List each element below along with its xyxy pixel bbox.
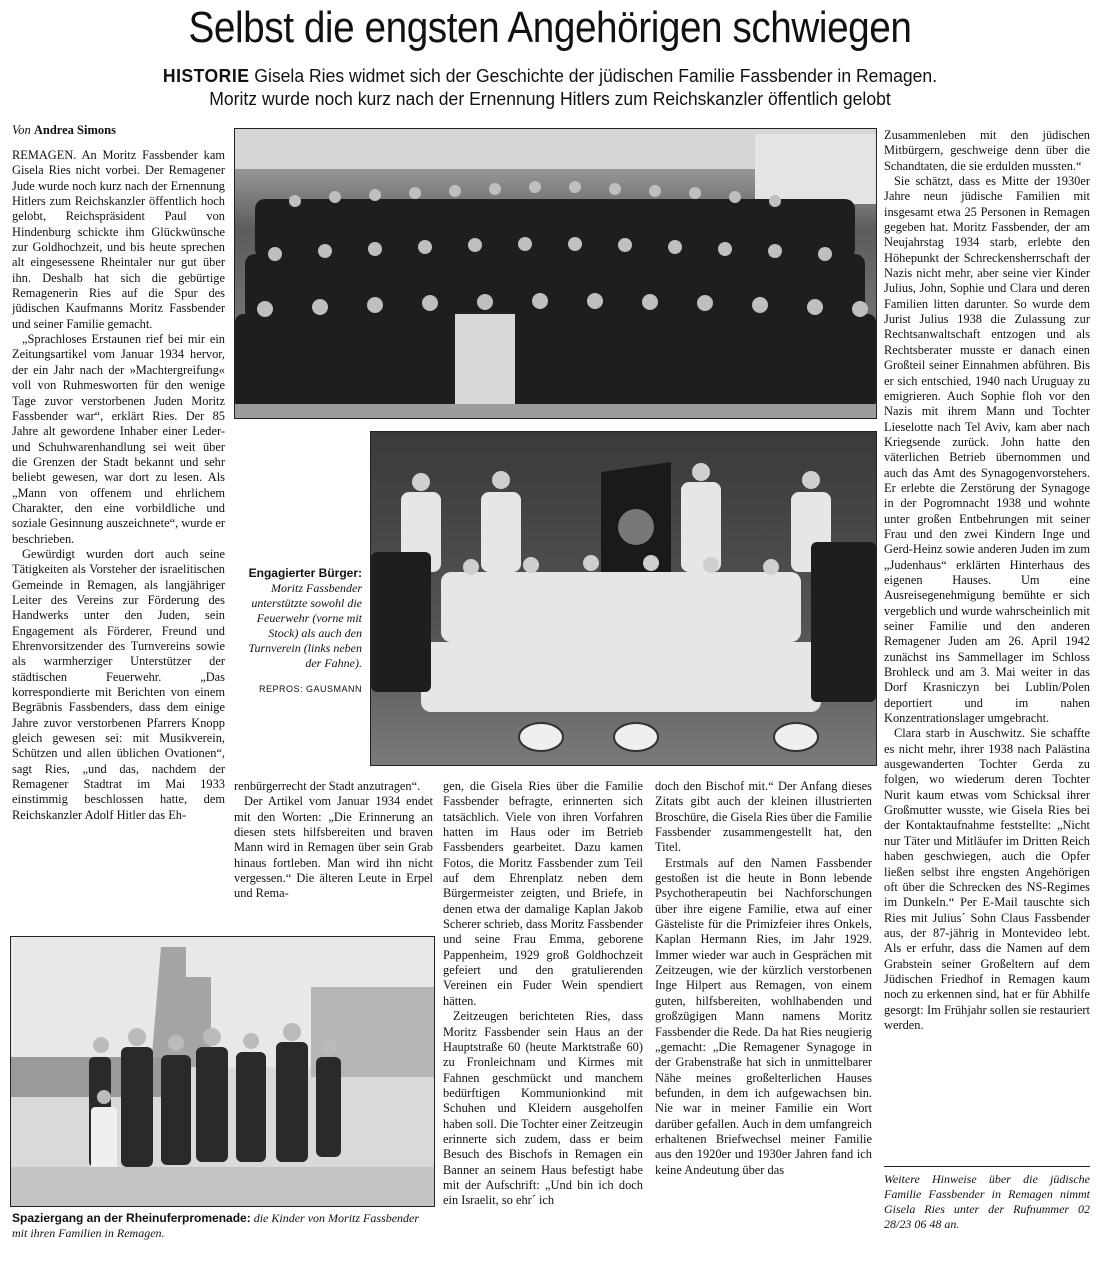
photo-gymnastics-club-image bbox=[371, 432, 876, 765]
byline-author: Andrea Simons bbox=[33, 123, 116, 137]
paragraph: doch den Bischof mit.“ Der Anfang dieses Zitats gibt auch der kleinen illustrierten Broschüre, die Gisela Ries über die Familie Fassbender zusammengestellt hat, den Titel. bbox=[655, 779, 872, 855]
caption-text: Moritz Fassbender unterstützte sowohl die Feuerwehr (vorne mit Stock) als auch den Turnverein (links neben der Fahne). bbox=[248, 581, 362, 670]
photo-gymnastics-club bbox=[370, 431, 877, 766]
column-1 bbox=[12, 148, 225, 925]
subheadline bbox=[85, 64, 1016, 110]
paragraph: Clara starb in Auschwitz. Sie schaffte es nicht mehr, ihrer 1938 nach Palästina ausgewanderten Tochter Gerda zu folgen, wo wiederum deren Tochter Nurit kaum etwas vom Schicksal ihrer Großmutter wusste, wie Gisela Ries bei der Kontaktaufnahme feststellte: „Nicht nur Täter und Mitläufer im Dritten Reich haben geschwiegen, auch die Opfer ließen selbst ihre engsten Angehörigen oft über die Schrecken des NS-Regimes im Dunkeln.“ Per E-Mail tauschte sich Ries mit Julius´ Sohn Claus Fassbender aus, der 87-jährig in Montevideo lebt. Als er erfuhr, dass die Namen auf dem Grabstein seiner Großeltern auf dem Jüdischen Friedhof in Remagen kaum noch zu erkennen sind, hat er für Abhilfe gesorgt: Im Frühjahr sollen sie restauriert werden. bbox=[884, 726, 1090, 1032]
paragraph: REMAGEN. An Moritz Fassbender kam Gisela Ries nicht vorbei. Der Remagener Jude wurde noch kurz nach der Ernennung Hitlers zum Reichskanzler öffentlich hoch gelobt, Reichspräsident Paul von Hindenburg schickte ihm Glückwünsche zur Goldhochzeit, und bis heute sprechen alt eingesessene Rheintaler nur gut über ihn. Deshalb hat sich die gebürtige Remagenerin Ries auf die Spur des jüdischen Kaufmanns Moritz Fassbender und seiner Familie gemacht. bbox=[12, 148, 225, 331]
photo-fire-brigade bbox=[234, 128, 877, 419]
paragraph: Zusammenleben mit den jüdischen Mitbürgern, geschweige denn über die Schandtaten, die sie erdulden mussten.“ bbox=[884, 128, 1090, 173]
paragraph: Gewürdigt wurden dort auch seine Tätigkeiten als Vorsteher der israelitischen Gemeinde in Remagen, als langjähriger Leiter des Vereins zur Förderung des Handwerks unter den Juden, sein Engagement als Förderer, Freund und Ehrenvorsitzender des Turnvereins sowie als warmherziger Unterstützer der städtischen Feuerwehr. „Das korrespondierte mit Berichten von einem Begräbnis Fassbenders, dass dem einige Jahre zuvor verstorbenen Pfarrers Knopp gleich gewesen sei: mit Musikverein, Schützen und allen üblichen Ovationen“, sagt Ries, „und das, nachdem der Remagener Stadtrat im Mai 1933 einstimmig beschlossen hatte, dem Reichskanzler Adolf Hitler das Eh- bbox=[12, 546, 225, 822]
caption-title: Spaziergang an der Rheinuferpromenade: bbox=[12, 1211, 251, 1225]
paragraph: „Sprachloses Erstaunen rief bei mir ein Zeitungsartikel vom Januar 1934 hervor, der ein Jahr nach der »Machtergreifung« voll von Ruhmesworten für den wenige Tage zuvor verstorbenen Juden Moritz Fassbender war“, erklärt Ries. Der 85 Jahre alt gewordene Inhaber einer Leder- und Schuhwarenhandlung sei weit über die Grenzen der Stadt bekannt und sehr beliebt gewesen, war dort zu lesen. Als „Mann von offenem und ehrlichem Charakter, den eine vorbildliche und soziale Gesinnung auszeichnete“, wurde er beschrieben. bbox=[12, 332, 225, 546]
paragraph: Zeitzeugen berichteten Ries, dass Moritz Fassbender sein Haus an der Hauptstraße 60 (heute Marktstraße 60) zu Fronleichnam und Kirmes mit Fahnen geschmückt und manchem bedürftigen Kommunionkind mit Schuhen und Kleidern ausgeholfen haben soll. Die Tochter einer Zeitzeugin erinnerte sich zudem, dass er beim Besuch des Bischofs in Remagen ein Banner an seinem Haus befestigt habe mit der Aufschrift: „Und bin ich doch ein Israelit, so ehr´ ich bbox=[443, 1009, 643, 1208]
caption-gymnastics bbox=[236, 566, 362, 671]
kicker: HISTORIE bbox=[162, 65, 250, 86]
caption-promenade bbox=[12, 1211, 432, 1241]
caption-text: die Kinder von Moritz Fassbender mit ihren Familien in Remagen. bbox=[12, 1211, 420, 1240]
photo-credit: REPROS: GAUSMANN bbox=[258, 684, 362, 694]
photo-promenade bbox=[10, 936, 435, 1207]
subline-2: Moritz wurde noch kurz nach der Ernennung Hitlers zum Reichskanzler öffentlich gelobt bbox=[209, 88, 891, 109]
subline-1: Gisela Ries widmet sich der Geschichte der jüdischen Familie Fassbender in Remagen. bbox=[254, 65, 938, 86]
column-4 bbox=[655, 779, 872, 1235]
info-note: Weitere Hinweise über die jüdische Familie Fassbender in Remagen nimmt Gisela Ries unter der Rufnummer 02 28/23 06 48 an. bbox=[884, 1172, 1090, 1231]
paragraph: gen, die Gisela Ries über die Familie Fassbender befragte, erinnerten sich tatsächlich. Viele von ihren Vorfahren hatten im Haus oder im Betrieb Fassbenders gearbeitet. Dazu kamen Fotos, die Moritz Fassbender zum Teil auf dem Ehrenplatz neben dem Bürgermeister zeigten, und Briefe, in denen etwa der damalige Kaplan Jakob Scherer schrieb, dass Moritz Fassbender und seine Frau Emma, geborene Pappenheim, 1929 groß Goldhochzeit gefeiert und den gratulierenden Vereinen ein Fuder Wein spendiert hätten. bbox=[443, 779, 643, 1008]
paragraph: Sie schätzt, dass es Mitte der 1930er Jahre neun jüdische Familien mit insgesamt etwa 25 Personen in Remagen gegeben hat. Moritz Fassbender, der am Neujahrstag 1934 starb, erlebte den Höhepunkt der Schreckensherrschaft der Nazis nicht mehr, aber seine vier Kinder Julius, John, Sophie und Clara und deren Familien litten darunter. So wurde dem Jurist Julius 1938 die Zulassung zur Rechtsanwaltschaft entzogen und als Rechtsberater musste er danach einen Großteil seiner Einnahmen abführen. Bis er sich entschied, 1940 nach Uruguay zu emigrieren. Auch Sophie floh vor den Nazis mit ihrem Mann und Tochter Lieselotte nach Tel Aviv, kam aber nach Kriegsende zurück. John hatte den väterlichen Betrieb übernommen und auch das Amt des Synagogenvorstehers. Er erlebte die Zerstörung der Synagoge in der Pogromnacht 1938 und wohnte unter großen Entbehrungen mit seiner Frau und den zwei Kindern Inge und Gerd-Heinz sowie anderen Juden im zum „Judenhaus“ erklärten Hinterhaus des eigenen Hauses. Um eine Ausreisegenehmigung bemühte er sich vergeblich und wurde wahrscheinlich mit seiner Familie und den anderen Remagener Juden am 26. April 1942 zunächst ins Sammellager im Schloss Brohleck und am 3. Mai weiter in das Dorf Krasniczyn bei Lublin/Polen deportiert und im nahen Konzentrationslager umgebracht. bbox=[884, 174, 1090, 726]
headline: Selbst die engsten Angehörigen schwiegen bbox=[188, 3, 912, 52]
photo-fire-brigade-image bbox=[235, 129, 876, 418]
column-3 bbox=[443, 779, 643, 1235]
column-2 bbox=[234, 779, 433, 926]
column-5 bbox=[884, 128, 1090, 1160]
byline-prefix: Von bbox=[12, 123, 31, 137]
byline bbox=[12, 123, 116, 138]
paragraph: Erstmals auf den Namen Fassbender gestoßen ist die heute in Bonn lebende Psychotherapeutin bei Nachforschungen über ihre eigene Familie, etwa auf einer Gästeliste für die Primizfeier ihres Onkels, Kaplan Hermann Ries, im Jahr 1929. Immer wieder war auch in Gesprächen mit Zeitzeugen, wie der kürzlich verstorbenen Inge Hilpert aus Remagen, von einem guten, hilfsbereiten, wohlhabenden und großzügigen Mann namens Moritz Fassbender die Rede. Da hat Ries neugierig „gemacht: „Die Remagener Synagoge in der Grabenstraße hat sich in unmittelbarer Nähe meines großelterlichen Hauses befunden, in dem ich aufgewachsen bin. Nie war in meiner Familie ein Wort darüber gefallen. Auch in dem umfangreich erhaltenen Briefwechsel meiner Familie aus den 1920er und 1930er Jahren fand ich keine Andeutung über das bbox=[655, 855, 872, 1177]
paragraph: renbürgerrecht der Stadt anzutragen“. bbox=[234, 779, 421, 793]
photo-promenade-image bbox=[11, 937, 434, 1206]
divider bbox=[884, 1166, 1090, 1167]
caption-title: Engagierter Bürger: bbox=[248, 566, 362, 580]
paragraph: Der Artikel vom Januar 1934 endet mit den Worten: „Die Erinnerung an diesen stets hilfsbereiten und braven Mann wird in Remagen über sein Grab hinaus fortleben. Man wird ihn nicht vergessen.“ Die älteren Leute in Erpel und Rema- bbox=[234, 794, 433, 901]
